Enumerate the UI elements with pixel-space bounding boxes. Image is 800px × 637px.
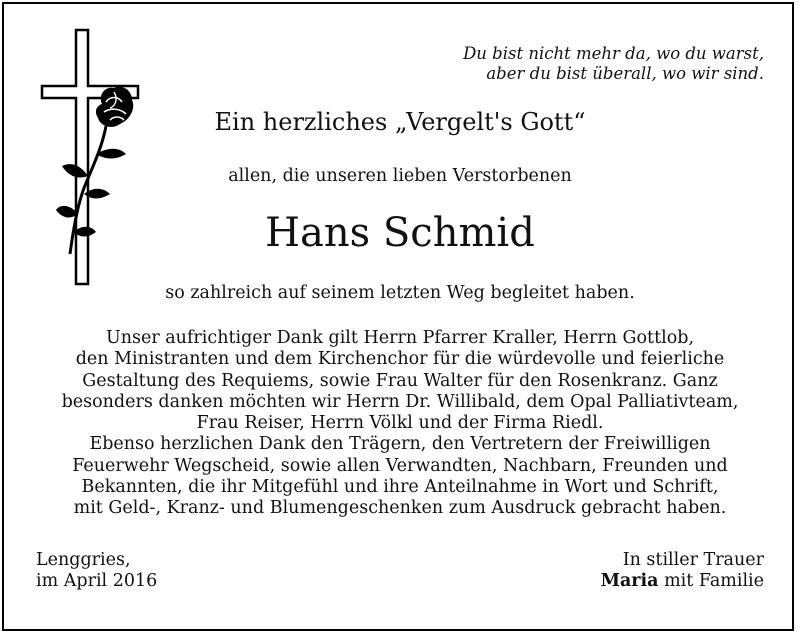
headline: Ein herzliches „Vergelt's Gott“ bbox=[214, 108, 586, 136]
thanks-line: besonders danken möchten wir Herrn Dr. Willibald, dem Opal Palliativteam, bbox=[61, 391, 739, 412]
deceased-name: Hans Schmid bbox=[265, 210, 535, 256]
thanks-line: Ebenso herzlichen Dank den Trägern, den Vertretern der Freiwilligen bbox=[89, 434, 711, 455]
quote-line-2: aber du bist überall, wo wir sind. bbox=[486, 64, 764, 83]
signature-name: Maria bbox=[600, 570, 659, 591]
thanks-paragraph bbox=[30, 328, 770, 520]
accompanied-line: so zahlreich auf seinem letzten Weg begleitet haben. bbox=[165, 283, 635, 303]
thanks-line: Feuerwehr Wegscheid, sowie allen Verwandten, Nachbarn, Freunden und bbox=[72, 455, 728, 476]
cross-with-rose-icon bbox=[40, 28, 150, 298]
signature-line-1: In stiller Trauer bbox=[622, 550, 764, 570]
thanks-line: Bekannten, die ihr Mitgefühl und ihre Anteilnahme in Wort und Schrift, bbox=[81, 477, 719, 498]
signature-block bbox=[601, 550, 764, 591]
quote-line-1: Du bist nicht mehr da, wo du warst, bbox=[463, 44, 764, 63]
epigraph-quote bbox=[463, 44, 764, 84]
thanks-line: Frau Reiser, Herrn Völkl und der Firma Riedl. bbox=[196, 413, 604, 434]
place-city: Lenggries, bbox=[36, 550, 131, 570]
intro-line: allen, die unseren lieben Verstorbenen bbox=[228, 166, 572, 186]
thanks-line: Unser aufrichtiger Dank gilt Herrn Pfarrer Kraller, Herrn Gottlob, bbox=[105, 328, 695, 348]
thanks-line: mit Geld-, Kranz- und Blumengeschenken zum Ausdruck gebracht haben. bbox=[73, 498, 727, 519]
signature-line-2 bbox=[601, 571, 764, 592]
thanks-line: den Ministranten und dem Kirchenchor für die würdevolle und feierliche bbox=[75, 349, 725, 370]
place-date: im April 2016 bbox=[36, 570, 158, 591]
signature-rest: mit Familie bbox=[658, 570, 764, 591]
place-and-date bbox=[36, 550, 157, 591]
thanks-line: Gestaltung des Requiems, sowie Frau Walter für den Rosenkranz. Ganz bbox=[82, 370, 718, 391]
